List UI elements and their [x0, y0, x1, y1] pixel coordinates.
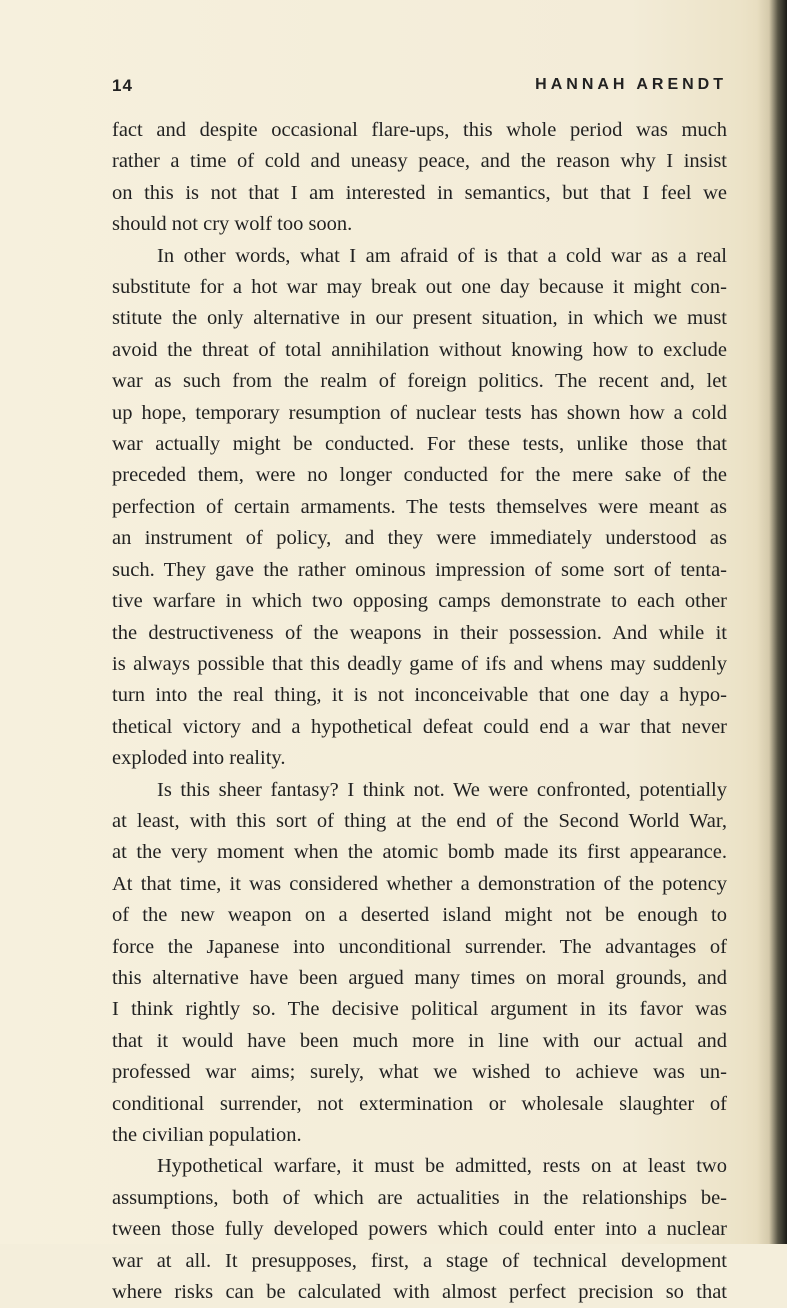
body-text — [112, 115, 727, 1308]
text-line: this alternative have been argued many times on moral grounds, and — [112, 966, 727, 989]
text-line: assumptions, both of which are actualities in the relationships be- — [112, 1186, 727, 1209]
text-line: war as such from the realm of foreign politics. The recent and, let — [112, 370, 727, 393]
text-line: the destructiveness of the weapons in their possession. And while it — [112, 621, 727, 644]
text-line: tween those fully developed powers which could enter into a nuclear — [112, 1218, 727, 1241]
text-line: thetical victory and a hypothetical defeat could end a war that never — [112, 715, 727, 738]
text-line: war actually might be conducted. For these tests, unlike those that — [112, 433, 727, 456]
text-line: rather a time of cold and uneasy peace, and the reason why I insist — [112, 150, 727, 173]
page-header — [112, 76, 727, 100]
text-line: at least, with this sort of thing at the end of the Second World War, — [112, 809, 727, 832]
text-line: where risks can be calculated with almost perfect precision so that — [112, 1281, 727, 1304]
text-line: up hope, temporary resumption of nuclear tests has shown how a cold — [112, 401, 727, 424]
text-line: should not cry wolf too soon. — [112, 213, 353, 236]
book-spine-shadow — [757, 0, 787, 1244]
text-line: preceded them, were no longer conducted for the mere sake of the — [112, 464, 727, 487]
text-line: turn into the real thing, it is not inconceivable that one day a hypo- — [112, 684, 727, 707]
text-line: professed war aims; surely, what we wished to achieve was un- — [112, 1061, 727, 1084]
text-line: In other words, what I am afraid of is that a cold war as a real — [157, 244, 727, 267]
text-line: tive warfare in which two opposing camps demonstrate to each other — [112, 590, 727, 613]
text-line: I think rightly so. The decisive political argument in its favor was — [112, 998, 727, 1021]
text-line: exploded into reality. — [112, 747, 286, 770]
text-line: stitute the only alternative in our present situation, in which we must — [112, 307, 727, 330]
text-line: that it would have been much more in line with our actual and — [112, 1029, 727, 1052]
text-line: such. They gave the rather ominous impression of some sort of tenta- — [112, 558, 727, 581]
page-number: 14 — [112, 76, 133, 95]
text-line: conditional surrender, not extermination or wholesale slaughter of — [112, 1092, 727, 1115]
text-line: at the very moment when the atomic bomb made its first appearance. — [112, 841, 727, 864]
text-line: the civilian population. — [112, 1124, 302, 1146]
text-line: of the new weapon on a deserted island might not be enough to — [112, 904, 727, 927]
text-line: fact and despite occasional flare-ups, this whole period was much — [112, 119, 727, 141]
running-head: HANNAH ARENDT — [535, 76, 727, 93]
text-line: At that time, it was considered whether a demonstration of the potency — [112, 872, 727, 895]
text-line: on this is not that I am interested in semantics, but that I feel we — [112, 181, 727, 204]
text-line: substitute for a hot war may break out one day because it might con- — [112, 276, 727, 299]
text-line: force the Japanese into unconditional surrender. The advantages of — [112, 935, 727, 958]
text-line: war at all. It presupposes, first, a stage of technical development — [112, 1249, 727, 1272]
text-line: is always possible that this deadly game of ifs and whens may suddenly — [112, 652, 727, 675]
text-line: Is this sheer fantasy? I think not. We were confronted, potentially — [157, 778, 727, 801]
text-line: avoid the threat of total annihilation without knowing how to exclude — [112, 338, 727, 361]
text-line: perfection of certain armaments. The tests themselves were meant as — [112, 495, 727, 518]
text-line: an instrument of policy, and they were immediately understood as — [112, 527, 727, 550]
text-line: Hypothetical warfare, it must be admitted, rests on at least two — [157, 1155, 727, 1178]
